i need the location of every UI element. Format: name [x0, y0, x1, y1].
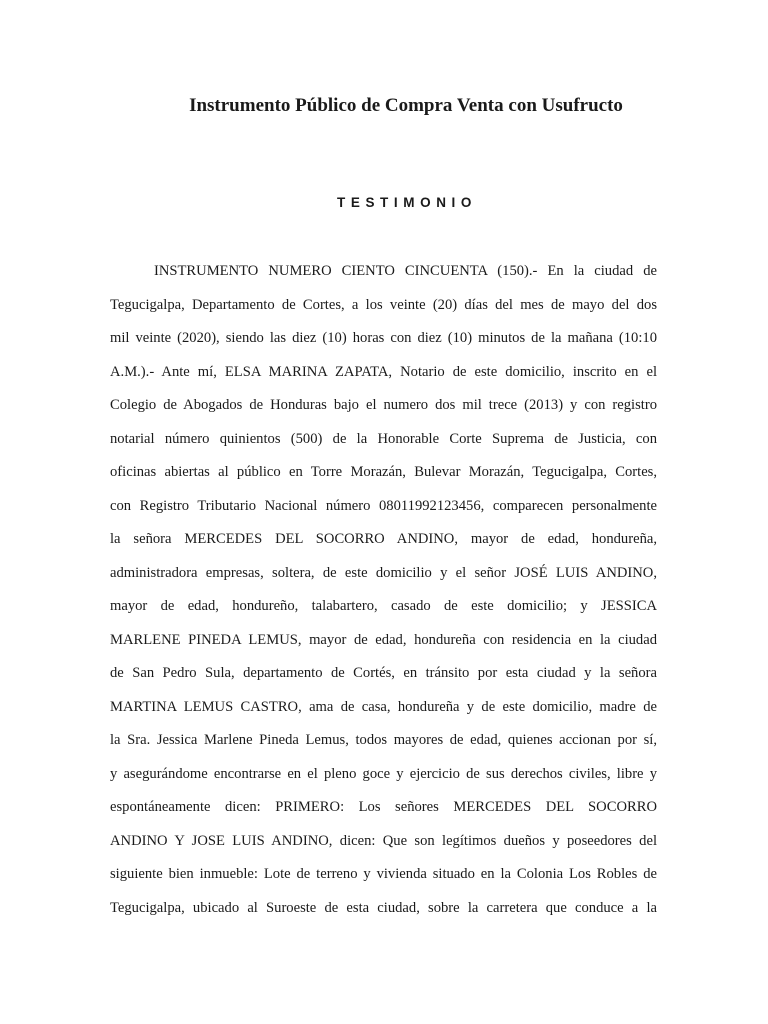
document-title: Instrumento Público de Compra Venta con Usufructo: [189, 95, 623, 116]
body-line: Colegio de Abogados de Honduras bajo el numero dos mil trece (2013) y con registro: [110, 397, 657, 413]
body-line: y asegurándome encontrarse en el pleno goce y ejercicio de sus derechos civiles, libre y: [110, 765, 657, 782]
body-line: MARTINA LEMUS CASTRO, ama de casa, hondureña y de este domicilio, madre de: [110, 698, 657, 715]
body-line: de San Pedro Sula, departamento de Cortés, en tránsito por esta ciudad y la señora: [110, 665, 657, 681]
body-line: con Registro Tributario Nacional número 08011992123456, comparecen personalmente: [110, 497, 657, 514]
body-line: mil veinte (2020), siendo las diez (10) horas con diez (10) minutos de la mañana (10:10: [110, 330, 657, 346]
body-line: la señora MERCEDES DEL SOCORRO ANDINO, mayor de edad, hondureña,: [110, 531, 657, 547]
body-line: Tegucigalpa, ubicado al Suroeste de esta ciudad, sobre la carretera que conduce a la: [110, 899, 657, 916]
body-line: oficinas abiertas al público en Torre Morazán, Bulevar Morazán, Tegucigalpa, Cortes,: [110, 464, 657, 480]
body-line: notarial número quinientos (500) de la Honorable Corte Suprema de Justicia, con: [110, 430, 657, 447]
body-line: Tegucigalpa, Departamento de Cortes, a los veinte (20) días del mes de mayo del dos: [110, 296, 657, 313]
body-line: espontáneamente dicen: PRIMERO: Los señores MERCEDES DEL SOCORRO: [110, 799, 657, 815]
body-line: la Sra. Jessica Marlene Pineda Lemus, todos mayores de edad, quienes accionan por sí,: [110, 732, 657, 748]
body-line: administradora empresas, soltera, de este domicilio y el señor JOSÉ LUIS ANDINO,: [110, 564, 657, 581]
body-line: siguiente bien inmueble: Lote de terreno y vivienda situado en la Colonia Los Robles de: [110, 866, 657, 882]
body-line: A.M.).- Ante mí, ELSA MARINA ZAPATA, Notario de este domicilio, inscrito en el: [110, 363, 657, 380]
body-line: INSTRUMENTO NUMERO CIENTO CINCUENTA (150).- En la ciudad de: [154, 263, 657, 279]
document-body: [110, 259, 657, 929]
body-line: MARLENE PINEDA LEMUS, mayor de edad, hondureña con residencia en la ciudad: [110, 631, 657, 648]
document-heading: TESTIMONIO: [337, 195, 477, 210]
body-line: ANDINO Y JOSE LUIS ANDINO, dicen: Que son legítimos dueños y poseedores del: [110, 832, 657, 849]
body-line: mayor de edad, hondureño, talabartero, casado de este domicilio; y JESSICA: [110, 598, 657, 614]
